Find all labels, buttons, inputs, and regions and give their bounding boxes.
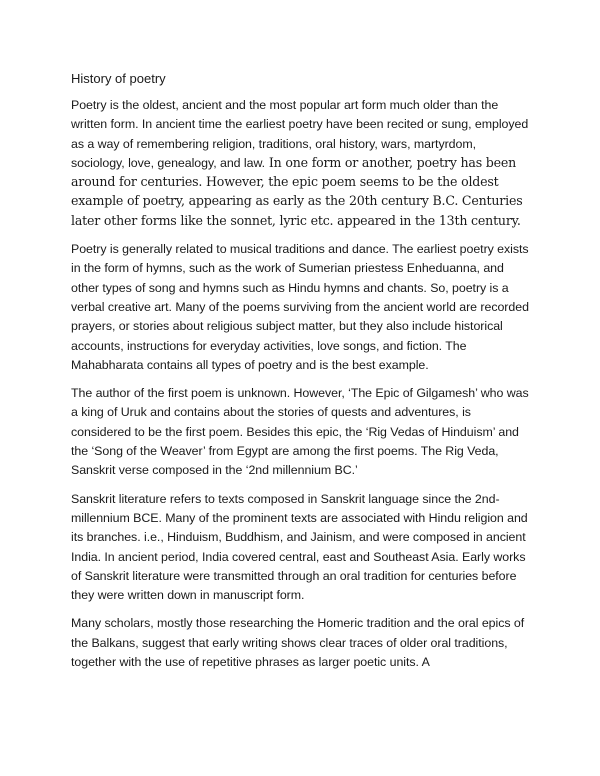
document-body bbox=[71, 70, 531, 681]
paragraph-1 bbox=[71, 96, 531, 231]
paragraph-5: Many scholars, mostly those researching the Homeric tradition and the oral epics of the Balkans, suggest that early writing shows clear traces of older oral traditions, together with the use of repetitive phrases as larger poetic units. A bbox=[71, 616, 525, 670]
paragraph-3: The author of the first poem is unknown. However, ‘The Epic of Gilgamesh’ who was a king of Uruk and contains about the stories of quests and adventures, is considered to be the first poem. Besides this epic, the ‘Rig Vedas of Hinduism’ and the ‘Song of the Weaver’ from Egypt are among the first poems. The Rig Veda, Sanskrit verse composed in the ‘2nd millennium BC.’ bbox=[71, 386, 529, 478]
paragraph-1-emphasis: In one form or another, poetry has been around for centuries. However, the epic poem seems to be the oldest example of poetry, appearing as early as the 20th century B.C. Centuries later other forms like the sonnet, lyric etc. appeared in the 13th century. bbox=[71, 154, 523, 228]
paragraph-1-lead: Poetry is the oldest, ancient and the most popular art form much older than the written form. In ancient time the earliest poetry have been recited or sung, employed as a way of remembering religion, traditions, oral history, wars, martyrdom, sociology, love, genealogy, and law. bbox=[71, 98, 529, 170]
document-title: History of poetry bbox=[71, 71, 166, 86]
paragraph-4: Sanskrit literature refers to texts composed in Sanskrit language since the 2nd-millennium BCE. Many of the prominent texts are associated with Hindu religion and its branches. i.e., Hinduism, Buddhism, and Jainism, and were composed in ancient India. In ancient period, India covered central, east and Southeast Asia. Early works of Sanskrit literature were transmitted through an oral tradition for centuries before they were written down in manuscript form. bbox=[71, 491, 528, 603]
paragraph-2: Poetry is generally related to musical traditions and dance. The earliest poetry exists in the form of hymns, such as the work of Sumerian priestess Enheduanna, and other types of song and hymns such as Hindu hymns and chants. So, poetry is a verbal creative art. Many of the poems surviving from the ancient world are recorded prayers, or stories about religious subject matter, but they also include historical accounts, instructions for everyday activities, love songs, and fiction. The Mahabharata contains all types of poetry and is the best example. bbox=[71, 242, 529, 372]
